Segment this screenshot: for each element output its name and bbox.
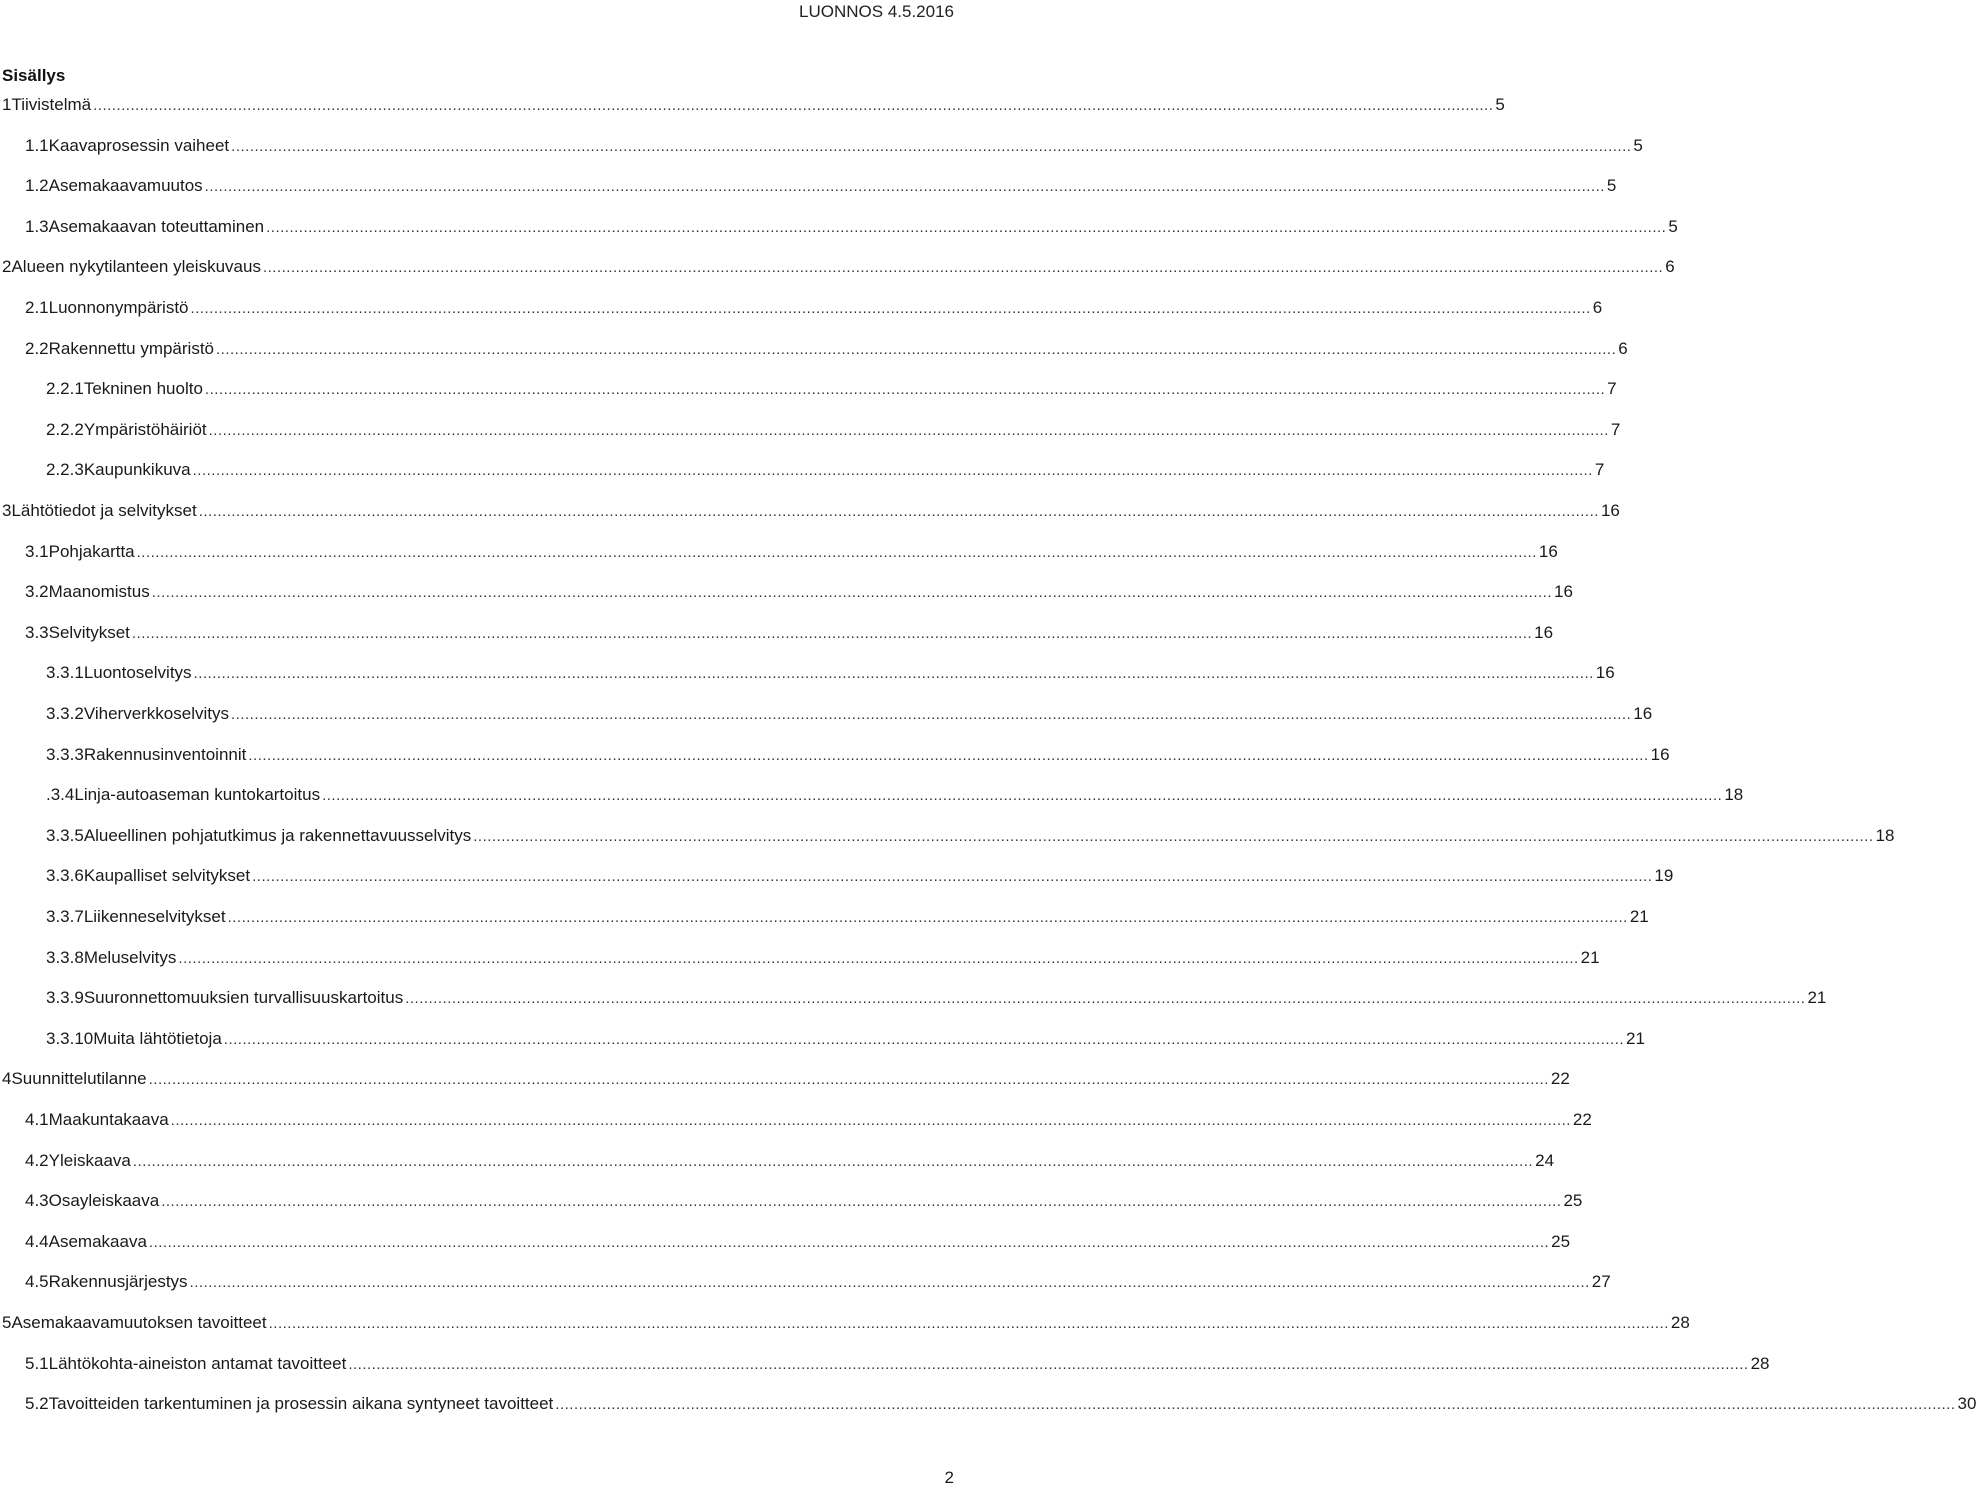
toc-dot-leader: ............................................................................................................................................................................................................................................................................................................: [473, 827, 1874, 845]
toc-entry[interactable]: [46, 897, 1649, 937]
toc-entry-number: 2.1: [25, 298, 49, 317]
toc-entry-page: 18: [1724, 785, 1744, 805]
toc-dot-leader: ............................................................................................................................................................................................................................................................................................................: [189, 1274, 1590, 1292]
toc-entry-number: 3.1: [25, 541, 49, 561]
toc-entry-page: 19: [1654, 866, 1674, 886]
toc-dot-leader: ............................................................................................................................................................................................................................................................................................................: [131, 624, 1533, 642]
toc-entry-title: Luontoselvitys: [83, 663, 192, 683]
toc-heading: Sisällys: [2, 66, 66, 85]
toc-entry-title: Kaupunkikuva: [83, 460, 191, 480]
toc-entry-title: Asemakaavamuutos: [48, 176, 203, 196]
toc-entry-title: Muita lähtötietoja: [93, 1028, 222, 1048]
toc-entry[interactable]: [25, 532, 1558, 572]
toc-entry[interactable]: [2, 247, 1675, 287]
toc-dot-leader: ............................................................................................................................................................................................................................................................................................................: [148, 1071, 1549, 1089]
toc-entry[interactable]: [46, 816, 1895, 856]
toc-entry-page: 16: [1538, 541, 1558, 561]
toc-entry[interactable]: [46, 856, 1674, 896]
toc-entry[interactable]: [25, 1141, 1555, 1181]
toc-entry[interactable]: [25, 1384, 1976, 1424]
toc-entry-number: 4.3: [25, 1191, 49, 1211]
toc-entry-number: 1: [2, 95, 12, 114]
toc-entry-page: 21: [1580, 947, 1600, 967]
toc-dot-leader: ............................................................................................................................................................................................................................................................................................................: [178, 949, 1579, 967]
toc-dot-leader: ............................................................................................................................................................................................................................................................................................................: [198, 503, 1599, 520]
toc-dot-leader: ............................................................................................................................................................................................................................................................................................................: [151, 584, 1552, 602]
toc-entry-page: 7: [1594, 460, 1605, 480]
toc-entry-number: 4.5: [25, 1272, 49, 1292]
toc-entry-number: 3.3: [25, 622, 49, 642]
toc-entry[interactable]: [25, 166, 1617, 206]
toc-dot-leader: ............................................................................................................................................................................................................................................................................................................: [132, 1152, 1534, 1170]
toc-entry-title: Asemakaava: [48, 1231, 147, 1251]
toc-entry-title: Ympäristöhäiriöt: [83, 419, 207, 439]
toc-entry-page: 21: [1807, 988, 1827, 1008]
toc-entry-title: Kaupalliset selvitykset: [83, 866, 251, 886]
toc-entry[interactable]: [25, 1344, 1770, 1384]
toc-entry-page: 7: [1607, 379, 1617, 399]
toc-entry-title: Suuronnettomuuksien turvallisuuskartoitus: [83, 988, 404, 1008]
toc-entry-number: 3.3.2: [46, 704, 84, 723]
toc-entry-title: Viherverkkoselvitys: [83, 704, 229, 723]
toc-entry[interactable]: [25, 613, 1554, 653]
toc-entry-page: 24: [1535, 1150, 1555, 1170]
toc-entry-title: Kaavaprosessin vaiheet: [48, 135, 230, 155]
toc-dot-leader: ............................................................................................................................................................................................................................................................................................................: [348, 1355, 1749, 1373]
toc-dot-leader: ............................................................................................................................................................................................................................................................................................................: [192, 462, 1593, 480]
toc-entry[interactable]: [46, 1019, 1645, 1059]
toc-entry-title: Suunnittelutilanne: [11, 1069, 147, 1089]
toc-entry-page: 25: [1563, 1191, 1583, 1211]
toc-entry-number: 5.1: [25, 1353, 49, 1373]
toc-entry-page: 16: [1650, 744, 1670, 764]
toc-entry-number: 3.3.5: [46, 825, 84, 845]
toc-entry-title: Tavoitteiden tarkentuminen ja prosessin aikana syntyneet tavoitteet: [48, 1394, 554, 1414]
page-number: 2: [944, 1468, 954, 1487]
toc-dot-leader: ............................................................................................................................................................................................................................................................................................................: [262, 259, 1664, 277]
toc-entry[interactable]: [46, 938, 1600, 978]
toc-entry-page: 18: [1875, 825, 1895, 845]
toc-entry-number: 3.3.7: [46, 907, 84, 926]
toc-entry-page: 27: [1591, 1272, 1611, 1292]
toc-entry-title: Asemakaavan toteuttaminen: [48, 216, 265, 236]
toc-entry[interactable]: [46, 735, 1670, 775]
toc-entry-title: Maakuntakaava: [48, 1110, 169, 1129]
document-status-label: LUONNOS 4.5.2016: [799, 2, 954, 21]
toc-entry-title: Meluselvitys: [83, 947, 177, 967]
toc-entry-title: Lähtötiedot ja selvitykset: [11, 501, 197, 520]
toc-entry-page: 5: [1606, 176, 1617, 196]
toc-dot-leader: ............................................................................................................................................................................................................................................................................................................: [170, 1112, 1571, 1129]
toc-entry-page: 21: [1629, 907, 1649, 926]
toc-entry-title: Alueellinen pohjatutkimus ja rakennettavuusselvitys: [83, 825, 472, 845]
toc-entry-page: 6: [1665, 257, 1675, 277]
toc-entry-page: 16: [1633, 704, 1653, 723]
toc-entry-page: 16: [1534, 622, 1554, 642]
toc-entry[interactable]: [25, 1222, 1571, 1262]
toc-entry-title: Tekninen huolto: [83, 379, 203, 399]
toc-entry[interactable]: [46, 653, 1615, 693]
toc-dot-leader: ............................................................................................................................................................................................................................................................................................................: [208, 421, 1609, 439]
toc-entry-title: Alueen nykytilanteen yleiskuvaus: [11, 257, 261, 277]
toc-entry-page: 5: [1633, 135, 1643, 155]
toc-dot-leader: ............................................................................................................................................................................................................................................................................................................: [322, 787, 1723, 805]
toc-entry-number: 1.1: [25, 135, 49, 155]
toc-entry-page: 22: [1572, 1110, 1592, 1129]
toc-entry[interactable]: [46, 450, 1605, 490]
toc-entry-title: Rakennettu ympäristö: [48, 338, 215, 358]
toc-dot-leader: ............................................................................................................................................................................................................................................................................................................: [93, 97, 1494, 114]
toc-entry-number: 2: [2, 257, 12, 277]
toc-dot-leader: ............................................................................................................................................................................................................................................................................................................: [248, 746, 1649, 764]
toc-entry-title: Osayleiskaava: [48, 1191, 160, 1211]
toc-dot-leader: ............................................................................................................................................................................................................................................................................................................: [555, 1396, 1956, 1414]
toc-entry-page: 6: [1618, 338, 1628, 358]
toc-entry-title: Lähtökohta-aineiston antamat tavoitteet: [48, 1353, 347, 1373]
toc-entry-page: 30: [1957, 1394, 1976, 1414]
toc-entry-number: 3.3.3: [46, 744, 84, 764]
toc-entry[interactable]: [25, 207, 1678, 247]
toc-entry-number: 3.3.10: [46, 1028, 94, 1048]
toc-entry-number: 4: [2, 1069, 12, 1089]
toc-entry[interactable]: [2, 85, 1505, 125]
toc-entry-number: 4.2: [25, 1150, 49, 1170]
toc-entry[interactable]: [46, 694, 1653, 734]
toc-entry-number: 3.3.6: [46, 866, 84, 886]
toc-dot-leader: ............................................................................................................................................................................................................................................................................................................: [405, 990, 1806, 1008]
toc-dot-leader: ............................................................................................................................................................................................................................................................................................................: [231, 137, 1632, 155]
toc-entry-page: 7: [1610, 419, 1621, 439]
toc-entry-title: Liikenneselvitykset: [83, 907, 226, 926]
toc-entry[interactable]: [25, 329, 1628, 369]
toc-entry-number: 1.2: [25, 176, 49, 196]
toc-entry[interactable]: [25, 572, 1573, 612]
toc-entry-page: 16: [1600, 501, 1620, 520]
toc-entry-page: 25: [1551, 1231, 1571, 1251]
toc-entry-page: 5: [1495, 95, 1505, 114]
toc-entry[interactable]: [25, 1262, 1611, 1302]
toc-entry-number: 3: [2, 501, 12, 520]
toc-entry-number: .3.4: [46, 785, 75, 805]
toc-entry[interactable]: [25, 288, 1603, 328]
toc-entry-title: Maanomistus: [48, 582, 150, 602]
toc-entry-number: 3.3.8: [46, 947, 84, 967]
toc-entry-number: 2.2.2: [46, 419, 84, 439]
toc-entry[interactable]: [25, 1181, 1583, 1221]
toc-dot-leader: ............................................................................................................................................................................................................................................................................................................: [161, 1193, 1562, 1211]
toc-dot-leader: ............................................................................................................................................................................................................................................................................................................: [252, 868, 1653, 886]
toc-dot-leader: ............................................................................................................................................................................................................................................................................................................: [148, 1233, 1550, 1251]
toc-entry-title: Pohjakartta: [48, 541, 135, 561]
toc-dot-leader: ............................................................................................................................................................................................................................................................................................................: [266, 218, 1667, 236]
toc-entry-title: Linja-autoaseman kuntokartoitus: [74, 785, 321, 805]
toc-entry-number: 1.3: [25, 216, 49, 236]
toc-entry-title: Rakennusjärjestys: [48, 1272, 188, 1292]
toc-entry-number: 3.3.1: [46, 663, 84, 683]
toc-entry-page: 5: [1668, 216, 1678, 236]
toc-entry-page: 28: [1750, 1353, 1770, 1373]
toc-entry-title: Luonnonympäristö: [48, 298, 189, 317]
toc-dot-leader: ............................................................................................................................................................................................................................................................................................................: [227, 909, 1628, 926]
toc-entry-number: 4.4: [25, 1231, 49, 1251]
toc-entry[interactable]: [2, 1059, 1570, 1099]
toc-entry-page: 22: [1550, 1069, 1570, 1089]
toc-entry[interactable]: [2, 491, 1620, 531]
toc-entry-title: Selvitykset: [48, 622, 130, 642]
toc-entry-title: Asemakaavamuutoksen tavoitteet: [11, 1313, 267, 1332]
toc-entry-page: 16: [1595, 663, 1615, 683]
toc-dot-leader: ............................................................................................................................................................................................................................................................................................................: [231, 706, 1632, 723]
toc-entry-number: 2.2.3: [46, 460, 84, 480]
toc-dot-leader: ............................................................................................................................................................................................................................................................................................................: [223, 1030, 1625, 1048]
toc-dot-leader: ............................................................................................................................................................................................................................................................................................................: [216, 340, 1617, 358]
toc-entry[interactable]: [46, 410, 1621, 450]
toc-entry-title: Tiivistelmä: [11, 95, 92, 114]
toc-entry-page: 6: [1592, 298, 1603, 317]
toc-entry-title: Yleiskaava: [48, 1150, 131, 1170]
toc-entry[interactable]: [46, 775, 1744, 815]
toc-entry-title: Rakennusinventoinnit: [83, 744, 247, 764]
toc-entry-number: 2.2: [25, 338, 49, 358]
toc-entry[interactable]: [2, 1303, 1690, 1343]
toc-entry-number: 3.3.9: [46, 988, 84, 1008]
toc-dot-leader: ............................................................................................................................................................................................................................................................................................................: [136, 543, 1537, 561]
toc-entry-page: 16: [1554, 582, 1573, 602]
toc-entry-number: 3.2: [25, 582, 49, 602]
toc-entry[interactable]: [25, 1100, 1592, 1140]
toc-entry[interactable]: [46, 369, 1617, 409]
toc-dot-leader: ............................................................................................................................................................................................................................................................................................................: [204, 381, 1606, 399]
toc-entry-number: 5.2: [25, 1394, 49, 1414]
toc-entry-page: 21: [1626, 1028, 1645, 1048]
toc-dot-leader: ............................................................................................................................................................................................................................................................................................................: [204, 178, 1605, 196]
toc-entry-number: 5: [2, 1313, 12, 1332]
toc-dot-leader: ............................................................................................................................................................................................................................................................................................................: [190, 300, 1591, 317]
toc-entry-number: 4.1: [25, 1110, 49, 1129]
toc-entry[interactable]: [46, 978, 1827, 1018]
toc-entry[interactable]: [25, 126, 1643, 166]
toc-entry-page: 28: [1670, 1313, 1690, 1332]
toc-entry-number: 2.2.1: [46, 379, 84, 399]
toc-dot-leader: ............................................................................................................................................................................................................................................................................................................: [193, 665, 1594, 683]
toc-dot-leader: ............................................................................................................................................................................................................................................................................................................: [268, 1315, 1669, 1332]
